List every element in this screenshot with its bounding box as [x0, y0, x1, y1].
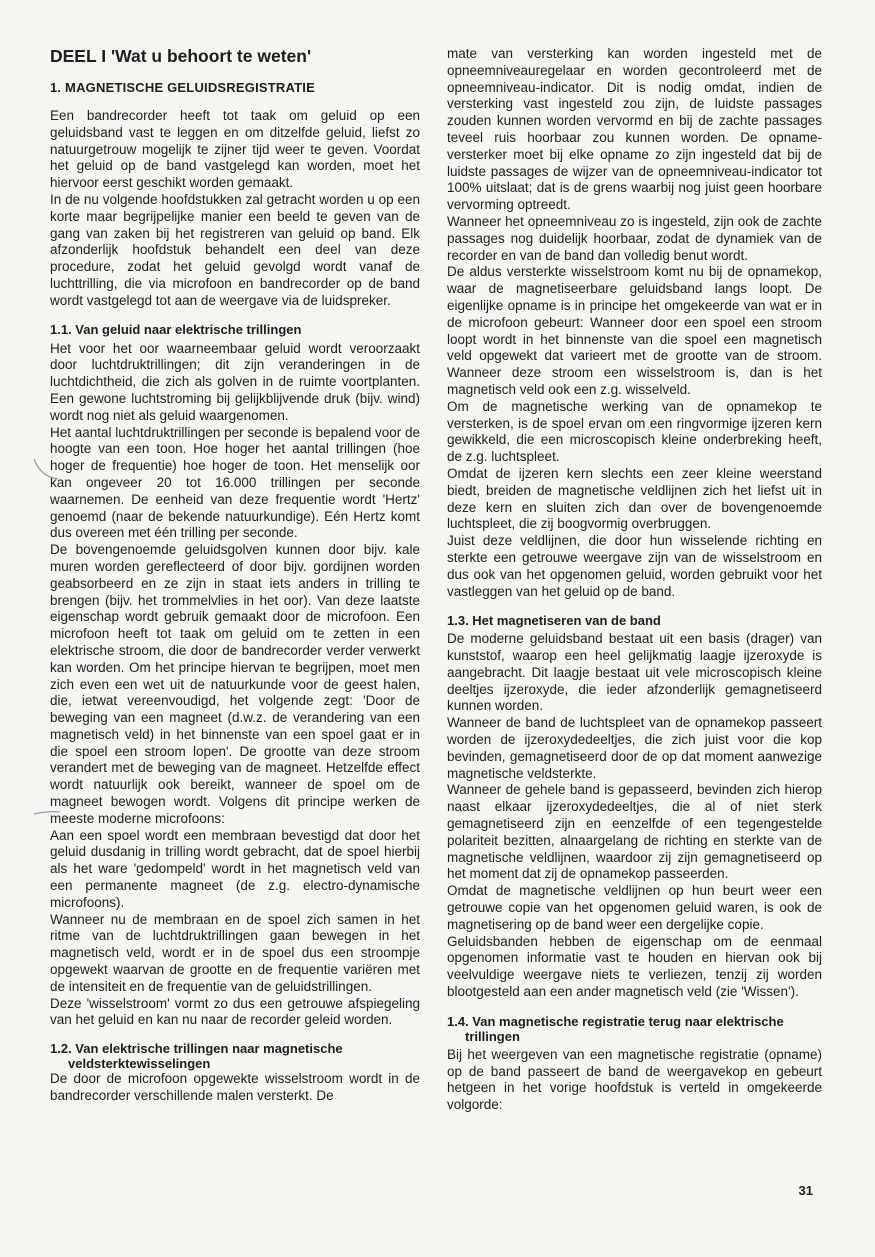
- subsection-heading-1-2: [50, 1041, 420, 1071]
- paragraph: De moderne geluidsband bestaat uit een basis (drager) van kunststof, waarop een heel gelijkmatig laagje ijzeroxyde is aangebracht. Dit laagje bestaat uit vele microscopisch kleine deeltjes ijzeroxyde, die ieder afzonderlijk gemagnetiseerd kunnen worden.: [447, 631, 822, 714]
- paragraph: De aldus versterkte wisselstroom komt nu bij de opnamekop, waar de magnetiseerbare geluidsband langs loopt. De eigenlijke opname is in principe het omgekeerde van wat er in de microfoon gebeurt: Wanneer door een spoel een stroom loopt wordt in het binnenste van die spoel een magnetisch veld opgewekt dat varieert met de grootte van de stroom. Wanneer deze stroom een wisselstroom is, dan is het magnetisch veld ook een z.g. wisselveld.: [447, 264, 822, 397]
- paragraph: Aan een spoel wordt een membraan bevestigd dat door het geluid dusdanig in trilling wordt gebracht, dat de spoel hierbij als het ware 'gedompeld' wordt in het magnetisch veld van een permanente magneet (de z.g. electro-dynamische microfoons).: [50, 827, 420, 910]
- page-title: DEEL I 'Wat u behoort te weten': [50, 46, 312, 66]
- paragraph: Om de magnetische werking van de opnamekop te versterken, is de spoel ervan om een ringvormige ijzeren kern gewikkeld, die een microscopisch kleine onderbreking heeft, de z.g. luchtspleet.: [447, 398, 822, 465]
- paragraph: Omdat de ijzeren kern slechts een zeer kleine weerstand biedt, breiden de magnetische veldlijnen zich het liefst uit in deze kern en sluiten zich dan over de bovengenoemde luchtspleet, die zij boogvormig overbruggen.: [447, 465, 822, 532]
- paragraph: Wanneer nu de membraan en de spoel zich samen in het ritme van de luchtdruktrillingen gaan bewegen in het magnetisch veld, wordt er in de spoel dus een stroompje opgewekt waarvan de grootte en de frequentie variëren met de intensiteit en de frequentie van de geluidstrillingen.: [50, 911, 420, 994]
- right-column: [447, 46, 822, 1114]
- paragraph: De bovengenoemde geluidsgolven kunnen door bijv. kale muren worden gereflecteerd of door bijv. gordijnen worden geabsorbeerd en ze zijn in staat iets anders in trilling te brengen (bijv. het trommelvlies in het oor). Van deze laatste eigenschap wordt gebruik gemaakt door de microfoon. Een microfoon heeft tot taak om geluid om te zetten in een elektrische stroom, die door de bandrecorder verder verwerkt kan worden. Om het principe hiervan te begrijpen, moet men zich even een wet uit de natuurkunde voor de geest halen, die, ietwat vereenvoudigd, het volgende zegt: 'Door de beweging van een magneet (d.w.z. de verandering van een magnetisch veld) in het binnenste van een spoel gaat er in die spoel een stroom lopen'. De grootte van deze stroom verandert met de beweging van de magneet. Hetzelfde effect wordt natuurlijk ook bereikt, wanneer de spoel om de magneet bewogen wordt. Volgens dit principe werken de meeste moderne microfoons:: [50, 542, 420, 826]
- paragraph: Bij het weergeven van een magnetische registratie (opname) op de band passeert de band de weergavekop en gebeurt hetgeen in het vorige hoofdstuk is verteld in omgekeerde volgorde:: [447, 1046, 822, 1113]
- paragraph: In de nu volgende hoofdstukken zal getracht worden u op een korte maar begrijpelijke manier een beeld te geven van de gang van zaken bij het registreren van geluid op band. Elk afzonderlijk hoofdstuk behandelt een deel van deze procedure, zodat het geluid gevolgd wordt vanaf de luchttrilling, die via microfoon en bandrecorder op de band wordt vastgelegd tot aan de weergave via de luidspreker.: [50, 191, 420, 308]
- pen-mark: [32, 800, 62, 830]
- paragraph: Omdat de magnetische veldlijnen op hun beurt weer een getrouwe copie van het opgenomen geluid waren, is ook de magnetisering op de band weer een dergelijke copie.: [447, 883, 822, 932]
- subsection-heading-1-4: [447, 1014, 822, 1044]
- heading-line-1: 1.4. Van magnetische registratie terug naar elektrische: [447, 1013, 784, 1029]
- left-column: [50, 46, 420, 1105]
- subsection-heading-1-1: 1.1. Van geluid naar elektrische trillingen: [50, 321, 302, 337]
- page-number: 31: [798, 1183, 813, 1198]
- paragraph: Het aantal luchtdruktrillingen per seconde is bepalend voor de hoogte van een toon. Hoe hoger het aantal trillingen (hoe hoger de frequentie) hoe hoger de toon. Het menselijk oor kan ongeveer 20 tot 16.000 trillingen per seconde waarnemen. De eenheid van deze frequentie wordt 'Hertz' genoemd (naar de bekende natuurkundige). Eén Hertz komt dus overeen met één trilling per seconde.: [50, 424, 420, 541]
- section-heading-1: 1. MAGNETISCHE GELUIDSREGISTRATIE: [50, 80, 315, 95]
- paragraph: Een bandrecorder heeft tot taak om geluid op een geluidsband vast te leggen en om ditzelfde geluid, liefst zo natuurgetrouw mogelijk te zijner tijd weer te geven. Voordat het geluid op de band vastgelegd kan worden, moet het hiervoor eerst geschikt worden gemaakt.: [50, 108, 420, 191]
- paragraph: Juist deze veldlijnen, die door hun wisselende richting en sterkte een getrouwe weergave zijn van de wisselstroom en dus ook van het opgenomen geluid, worden gebruikt voor het vastleggen van het geluid op de band.: [447, 533, 822, 599]
- subsection-heading-1-3: 1.3. Het magnetiseren van de band: [447, 613, 661, 629]
- paragraph: Geluidsbanden hebben de eigenschap om de eenmaal opgenomen informatie vast te houden en hiervan ook bij veelvuldige weergave niets te verliezen, tenzij zij worden blootgesteld aan een ander magnetisch veld (zie 'Wissen').: [447, 933, 822, 1000]
- paragraph: Wanneer het opneemniveau zo is ingesteld, zijn ook de zachte passages nog duidelijk hoorbaar, zodat de dynamiek van de recorder en van de band dan volledig benut wordt.: [447, 213, 822, 263]
- paragraph: Het voor het oor waarneembaar geluid wordt veroorzaakt door luchtdruktrillingen; dit zijn veranderingen in de luchtdichtheid, die zich als golven in de ruimte voortplanten. Een gewone luchtstroming bij gelijkblijvende druk (bijv. wind) wordt nog niet als geluid waargenomen.: [50, 340, 420, 423]
- pen-mark: [30, 455, 60, 485]
- paragraph: Wanneer de band de luchtspleet van de opnamekop passeert worden de ijzeroxydedeeltjes, die zich juist voor die kop bevinden, gemagnetiseerd door de op dat moment aanwezige magnetische veldsterkte.: [447, 715, 822, 781]
- heading-line-2: veldsterktewisselingen: [68, 1056, 211, 1072]
- heading-line-1: 1.2. Van elektrische trillingen naar magnetische: [50, 1041, 343, 1057]
- heading-line-2: trillingen: [465, 1028, 520, 1044]
- paragraph: De door de microfoon opgewekte wisselstroom wordt in de bandrecorder verschillende malen versterkt. De: [50, 1071, 420, 1104]
- paragraph: Deze 'wisselstroom' vormt zo dus een getrouwe afspiegeling van het geluid en kan nu naar de recorder geleid worden.: [50, 995, 420, 1028]
- paragraph: mate van versterking kan worden ingesteld met de opneemniveauregelaar en worden gecontroleerd met de opneemniveau-indicator. Dit is nodig omdat, indien de versterking vast ingesteld zou zijn, de luidste passages zouden kunnen worden vervormd en bij de zachte passages teveel ruis hoorbaar zou kunnen worden. De opname-versterker moet bij elke opname zo zijn ingesteld dat bij de luidste passages de wijzer van de opneemniveau-indicator tot 100% uitslaat; dat is de grens waarbij nog juist geen hoorbare vervorming optreedt.: [447, 46, 822, 213]
- paragraph: Wanneer de gehele band is gepasseerd, bevinden zich hierop naast elkaar ijzeroxydedeeltjes, die al of niet sterk gemagnetiseerd zijn en eenzelfde of een tegengestelde polariteit bezitten, alnaargelang de richting en sterkte van de magnetische veldlijnen, waardoor zij zijn gemagnetiseerd op het moment dat zij de opnamekop passeerden.: [447, 782, 822, 882]
